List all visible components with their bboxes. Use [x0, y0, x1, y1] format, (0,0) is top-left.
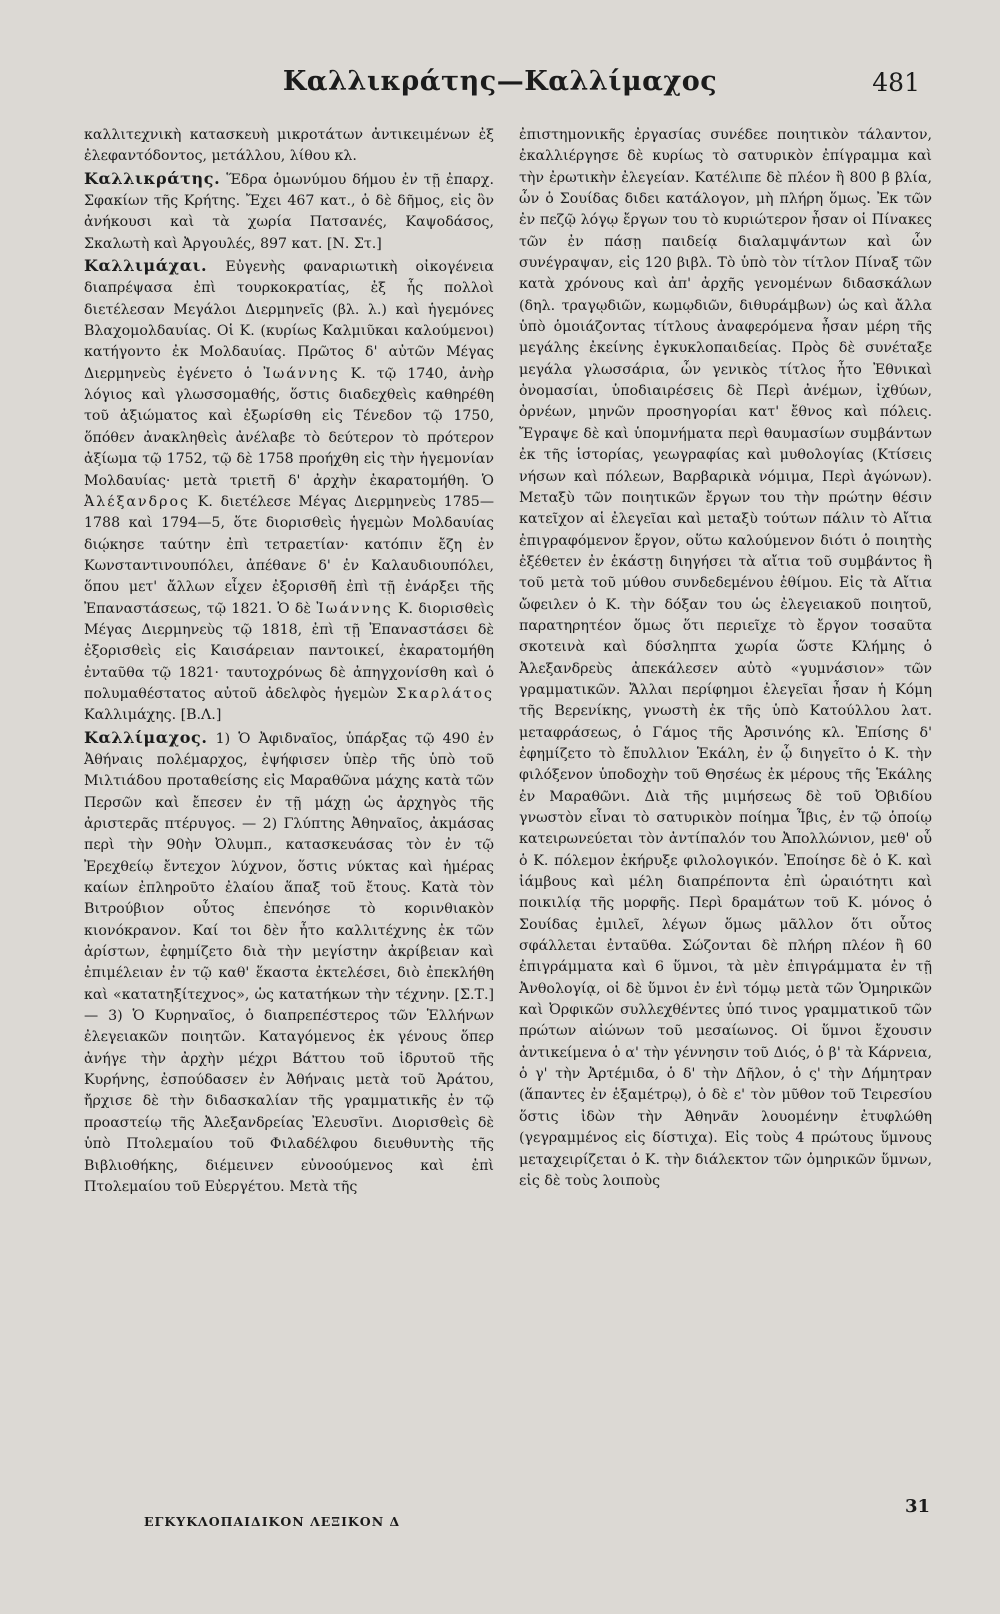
right-column	[519, 125, 932, 1192]
entry-kallimachos-continued: ἐπιστημονικῆς ἐργασίας συνέδεε ποιητικὸν τάλαντον, ἐκαλλιέργησε δὲ κυρίως τὸ σατυρικὸν ἐπίγραμμα καὶ τὴν ἐρωτικὴν ἐλεγείαν. Κατέλιπε δὲ πλέον ἢ 800 β βλία, ὧν ὁ Σουίδας διδει κατάλογον, μὴ πλήρη ὅμως. Ἐκ τῶν ἐν πεζῷ λόγῳ ἔργων του τὸ κυριώτερον ἦσαν οἱ Πίνακες τῶν ἐν πάσῃ παιδείᾳ διαλαμψάντων καὶ ὧν συνέγραψαν, εἰς 120 βιβλ. Τὸ ὑπὸ τὸν τίτλον Πίναξ τῶν κατὰ χρόνους καὶ ἀπ' ἀρχῆς γενομένων διδασκάλων (δηλ. τραγῳδιῶν, κωμῳδιῶν, διθυράμβων) ὡς καὶ ἄλλα ὑπὸ ὁμοιάζοντας τίτλους ἀναφερόμενα ἦσαν μέρη τῆς μεγάλης ἐκείνης ἐγκυκλοπαιδείας. Πρὸς δὲ συνέταξε μεγάλα γλωσσάρια, ὧν γενικὸς τίτλος ἦτο Ἐθνικαὶ ὀνομασίαι, ὑποδιαιρέσεις δὲ Περὶ ἀνέμων, ἰχθύων, ὀρνέων, μηνῶν προσηγορίαι κατ' ἔθνος καὶ πόλεις. Ἔγραψε δὲ καὶ ὑπομνήματα περὶ θαυμασίων συμβάντων ἐκ τῆς ἱστορίας, γεωγραφίας καὶ μυθολογίας (Κτίσεις νήσων καὶ πόλεων, Βαρβαρικὰ νόμιμα, Περὶ ἀγώνων). Μεταξὺ τῶν ποιητικῶν ἔργων του τὴν πρώτην θέσιν κατεῖχον αἱ ἐλεγεῖαι καὶ μεταξὺ τούτων πάλιν τὸ Αἴτια ἐπιγραφόμενον ἔργον, οὕτω καλούμενον διότι ὁ ποιητὴς ἐξέθετεν ἐν ἑκάστῃ διηγήσει τὰ αἴτια τοῦ συμβάντος ἢ τοῦ μετὰ τοῦ μύθου συνδεδεμένου ἐθίμου. Εἰς τὰ Αἴτια ὤφειλεν ὁ Κ. τὴν δόξαν του ὡς ἐλεγειακοῦ ποιητοῦ, παρατηρητέον ὅμως ὅτι περιεῖχε τὸ ἔργον τοσαῦτα σκοτεινὰ καὶ δύσληπτα χωρία ὥστε Κλήμης ὁ Ἀλεξανδρεὺς ἀπεκάλεσεν αὐτὸ «γυμνάσιον» τῶν γραμματικῶν. Ἄλλαι περίφημοι ἐλεγεῖαι ἦσαν ἡ Κόμη τῆς Βερενίκης, γνωστὴ ἐκ τῆς ὑπὸ Κατούλλου λατ. μεταφράσεως, ὁ Γάμος τῆς Ἀρσινόης κλ. Ἐπίσης δ' ἐφημίζετο τὸ ἔπυλλιον Ἑκάλη, ἐν ᾧ διηγεῖτο ὁ Κ. τὴν φιλόξενον ὑποδοχὴν τοῦ Θησέως ἐκ μέρους τῆς Ἑκάλης ἐν Μαραθῶνι. Διὰ τῆς μιμήσεως δὲ τοῦ Ὀβιδίου γνωστὸν εἶναι τὸ σατυρικὸν ποίημα Ἶβις, ἐν τῷ ὁποίῳ κατειρωνεύεται τὸν ἀντίπαλόν του Ἀπολλώνιον, μεθ' οὗ ὁ Κ. πόλεμον ἐκήρυξε φιλολογικόν. Ἐποίησε δὲ ὁ Κ. καὶ ἰάμβους καὶ μέλη διαπρέποντα ἐπὶ ὡραιότητι καὶ ποικιλίᾳ τῆς μορφῆς. Περὶ δραμάτων τοῦ Κ. μόνος ὁ Σουίδας ἐμιλεῖ, λέγων ὅμως μᾶλλον ὅτι οὗτος σφάλλεται ἐνταῦθα. Σώζονται δὲ πλήρη πλέον ἢ 60 ἐπιγράμματα καὶ 6 ὕμνοι, τὰ μὲν ἐπιγράμματα ἐν τῇ Ἀνθολογίᾳ, οἱ δὲ ὕμνοι ἐν ἑνὶ τόμῳ μετὰ τῶν Ὁμηρικῶν καὶ Ὀρφικῶν συλλεχθέντες ὑπό τινος γραμματικοῦ τῶν πρώτων αἰώνων τοῦ μεσαίωνος. Οἱ ὕμνοι ἔχουσιν ἀντικείμενα ὁ α' τὴν γέννησιν τοῦ Διός, ὁ β' τὰ Κάρνεια, ὁ γ' τὴν Ἀρτέμιδα, ὁ δ' τὴν Δῆλον, ὁ ς' τὴν Δήμητραν (ἅπαντες ἐν ἑξαμέτρῳ), ὁ δὲ ε' τὸν μῦθον τοῦ Τειρεσίου ὅστις ἰδὼν τὴν Ἀθηνᾶν λουομένην ἐτυφλώθη (γεγραμμένος εἰς δίστιχα). Εἰς τοὺς 4 πρώτους ὕμνους μεταχειρίζεται ὁ Κ. τὴν διάλεκτον τῶν ὁμηρικῶν ὕμνων, εἰς δὲ τοὺς λοιποὺς	[519, 127, 932, 1189]
sheet-mark	[840, 1494, 930, 1522]
entry-kallimachos-text: 1) Ὁ Ἀφιδναῖος, ὑπάρξας τῷ 490 ἐν Ἀθήναις πολέμαρχος, ἐψήφισεν ὑπὲρ τῆς ὑπὸ τοῦ Μιλτιάδου προταθείσης εἰς Μαραθῶνα μάχης κατὰ τῶν Περσῶν καὶ ἔπεσεν ἐν τῇ μάχῃ ὡς ἀρχηγὸς τῆς ἀριστερᾶς πτέρυγος. — 2) Γλύπτης Ἀθηναῖος, ἀκμάσας περὶ τὴν 90ὴν Ὀλυμπ., κατασκευάσας τὸν ἐν τῷ Ἐρεχθείῳ ἔντεχον λύχνον, ὅστις νύκτας καὶ ἡμέρας καίων ἐπληροῦτο ἐλαίου ἅπαξ τοῦ ἔτους. Κατὰ τὸν Βιτρούβιον οὗτος ἐπενόησε τὸ κορινθιακὸν κιονόκρανον. Καί τοι δὲν ἦτο καλλιτέχνης ἐκ τῶν ἀρίστων, ἐφημίζετο διὰ τὴν μεγίστην ἀκρίβειαν καὶ ἐπιμέλειαν ἐν τῷ καθ' ἕκαστα ἐκτελέσει, διὸ ἐπεκλήθη καὶ «κατατηξίτεχνος», ὡς κατατήκων τὴν τέχνην. [Σ.Τ.] — 3) Ὁ Κυρηναῖος, ὁ διαπρεπέστερος τῶν Ἑλλήνων ἐλεγειακῶν ποιητῶν. Καταγόμενος ἐκ γένους ὅπερ ἀνήγε τὴν ἀρχὴν μέχρι Βάττου τοῦ ἱδρυτοῦ τῆς Κυρήνης, ἐσπούδασεν ἐν Ἀθήναις μετὰ τοῦ Ἀράτου, ἤρχισε δὲ τὴν διδασκαλίαν τῆς γραμματικῆς ἐν τῷ προαστείῳ τῆς Ἀλεξανδρείας Ἐλευσῖνι. Διορισθεὶς δὲ ὑπὸ Πτολεμαίου τοῦ Φιλαδέλφου διευθυντὴς τῆς Βιβλιοθήκης, διέμεινεν εὐνοούμενος καὶ ἐπὶ Πτολεμαίου τοῦ Εὐεργέτου. Μετὰ τῆς	[84, 730, 494, 1195]
running-title: Καλλικράτης—Καλλίμαχος	[282, 66, 718, 97]
entry-kallimachai-text-a: Εὐγενὴς φαναριωτικὴ οἰκογένεια διαπρέψασα ἐπὶ τουρκοκρατίας, ἐξ ἧς πολλοὶ διετέλεσαν Μεγάλοι Διερμηνεῖς (βλ. λ.) καὶ ἡγεμόνες Βλαχομολδαυίας. Οἱ Κ. (κυρίως Καλμιῦκαι καλούμενοι) κατήγοντο ἐκ Μολδαυίας. Πρῶτος δ' αὐτῶν Μέγας Διερμηνεὺς ἐγένετο ὁ	[84, 259, 494, 382]
entry-kallimachai-text-e: Καλλιμάχης. [Β.Λ.]	[84, 707, 222, 724]
signature-line: ΕΓΚΥΚΛΟΠΑΙΔΙΚΟΝ ΛΕΞΙΚΟΝ Δ	[144, 1514, 401, 1529]
entry-kallimachai-text-d: Κ. διορισθεὶς Μέγας Διερμηνεὺς τῷ 1818, ἐπὶ τῇ Ἐπαναστάσει δὲ ἐξορισθεὶς εἰς Καισάρειαν παντοικεί, ἐκαρατομήθη ἐνταῦθα τῷ 1821· ταυτοχρόνως δὲ ἀπηγχονίσθη καὶ ὁ πολυμαθέστατος αὐτοῦ ἀδελφὸς ἡγεμὼν	[84, 600, 494, 702]
name-ioannis-1: Ἰωάννης	[263, 365, 340, 382]
headword-kallikratis: Καλλικράτης.	[84, 168, 221, 188]
entry-kallimachos	[84, 727, 494, 1199]
sheet-number: 31	[904, 1496, 930, 1517]
headword-kallimachos: Καλλίμαχος.	[84, 727, 208, 747]
headword-kallimachai: Καλλιμάχαι.	[84, 256, 208, 276]
entry-kallikratis	[84, 168, 494, 255]
name-skarlatos: Σκαρλάτος	[396, 685, 494, 702]
left-column	[84, 125, 494, 1198]
entry-kallimachai	[84, 255, 494, 727]
page-number: 481	[872, 68, 920, 97]
page-header	[0, 64, 1000, 108]
name-ioannis-2: Ἰωάννης	[316, 600, 393, 617]
entry-kallimachai-text-b: Κ. τῷ 1740, ἀνὴρ λόγιος καὶ γλωσσομαθής, ὅστις διαδεχθεὶς καθηρέθη τοῦ ἀξιώματος καὶ ἐξωρίσθη εἰς Τένεδον τῷ 1750, ὅπόθεν ἀνακληθεὶς ἀνέλαβε τὸ δεύτερον τὸ πρότερον ἀξίωμα τῷ 1752, τῷ δὲ 1758 προήχθη εἰς τὴν ἡγεμονίαν Μολδαυίας· μετὰ τριετῆ δ' ἀρχὴν ἐκαρατομήθη. Ὁ	[84, 365, 494, 489]
name-alexandros: Ἀλέξανδρος	[84, 493, 190, 510]
entry-kallimachai-text-c: Κ. διετέλεσε Μέγας Διερμηνεὺς 1785—1788 καὶ 1794—5, ὅτε διορισθεὶς ἡγεμὼν Μολδαυίας διῴκησε ταύτην ἐπὶ τετραετίαν· κατόπιν ἔζη ἐν Κωνσταντινουπόλει, ἀπέθανε δ' ἐν Καλαυδιουπόλει, ὅπου μετ' ἄλλων εἶχεν ἐξορισθῆ ἐπὶ τῇ ἐνάρξει τῆς Ἐπαναστάσεως, τῷ 1821. Ὁ δὲ	[84, 493, 495, 617]
page-footer	[84, 1508, 494, 1536]
paragraph-continuation: καλλιτεχνικὴ κατασκευὴ μικροτάτων ἀντικειμένων ἐξ ἐλεφαντόδοντος, μετάλλου, λίθου κλ.	[84, 127, 494, 165]
entry-kallikratis-text: Ἕδρα ὁμωνύμου δήμου ἐν τῇ ἐπαρχ. Σφακίων τῆς Κρήτης. Ἔχει 467 κατ., ὁ δὲ δῆμος, εἰς ὃν ἀνήκουσι καὶ τὰ χωρία Πατσανές, Καψοδάσος, Σκαλωτὴ καὶ Ἀργουλές, 897 κατ. [Ν. Στ.]	[84, 171, 495, 252]
